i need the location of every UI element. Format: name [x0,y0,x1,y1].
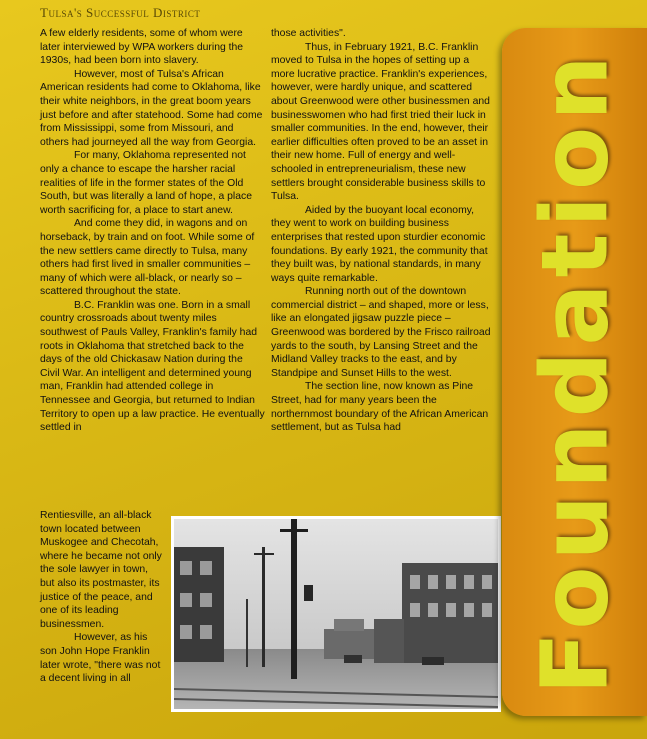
paragraph: those activities". [271,28,346,39]
section-title: Foundation [521,49,628,695]
paragraph: However, most of Tulsa's African American residents had come to Oklahoma, like their white neighbors, in the great boom years just before and after statehood. Some had come from Mississippi, some from Missouri, and others had journeyed all the way from Georgia. [40,68,263,148]
text-column-right [271,27,493,435]
text-column-narrow [40,509,164,686]
paragraph: Aided by the buoyant local economy, they went to work on building business enterprises that rested upon sturdier economic foundations. By early 1921, the community that they built was, by national standards, in many ways quite remarkable. [271,204,488,284]
paragraph: Thus, in February 1921, B.C. Franklin moved to Tulsa in the hopes of setting up a more lucrative practice. Franklin's experiences, however, were hardly unique, and scattered about Greenwood were other businessmen and businesswomen who had first tried their luck in smaller communities. In the end, however, their earlier difficulties often proved to be an asset in their new home. Full of energy and well-schooled in entrepreneurialism, these new settlers brought considerable business skills to Tulsa. [271,41,490,203]
paragraph: Running north out of the downtown commercial district – and shaped, more or less, like an elongated jigsaw puzzle piece – Greenwood was bordered by the Frisco railroad yards to the south, by Lansing Street and the Midland Valley tracks to the east, and by Standpipe and Sunset Hills to the west. [271,286,491,379]
paragraph: Rentiesville, an all-black town located between Muskogee and Checotah, where he became not only the sole lawyer in town, but also its postmaster, its justice of the peace, and one of its leading businessmen. [40,510,162,630]
street-photo-graphic [174,519,498,709]
section-tab [502,28,647,716]
historic-street-photo [171,516,501,712]
paragraph: B.C. Franklin was one. Born in a small country crossroads about twenty miles southwest of Pauls Valley, Franklin's family had roots in Oklahoma that stretched back to the days of the old Chickasaw Nation during the Civil War. An intelligent and determined young man, Franklin had attended college in Tennessee and Georgia, but returned to Indian Territory to open up a law practice. He eventually settled in [40,299,265,434]
paragraph: However, as his son John Hope Franklin later wrote, "there was not a decent living in all [40,632,161,685]
paragraph: For many, Oklahoma represented not only a chance to escape the harsher racial realities of life in the former states of the Old South, but was literally a land of hope, a place worth sacrificing for, a place to start anew. [40,150,252,216]
paragraph: And come they did, in wagons and on horseback, by train and on foot. While some of the new settlers came directly to Tulsa, many others had first lived in smaller communities – many of which were all-black, or nearly so – scattered throughout the state. [40,218,255,298]
paragraph: A few elderly residents, some of whom were later interviewed by WPA workers during the 1930s, had been born into slavery. [40,28,244,67]
paragraph: The section line, now known as Pine Street, had for many years been the northernmost boundary of the African American settlement, but as Tulsa had [271,381,489,434]
text-column-left [40,27,265,435]
running-header: Tulsa's Successful District [40,5,201,20]
